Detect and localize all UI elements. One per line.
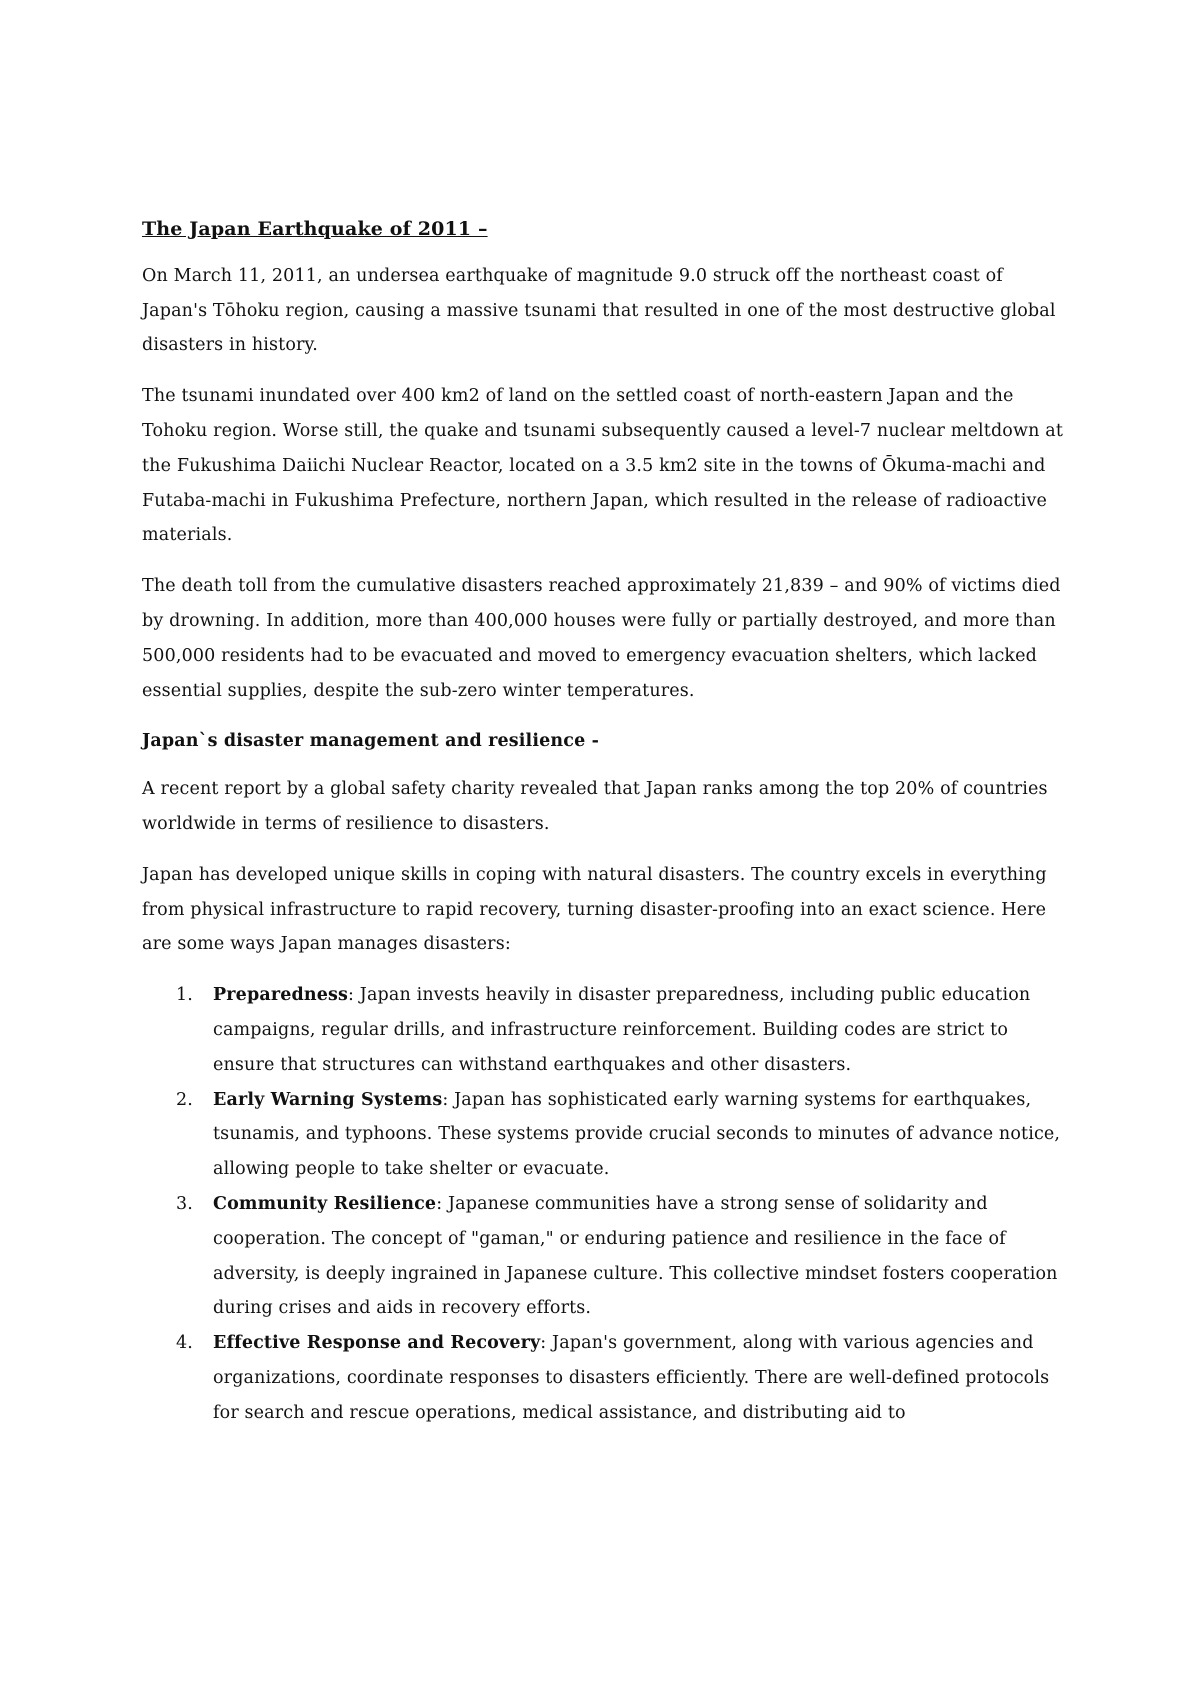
intro-paragraph-1: On March 11, 2011, an undersea earthquake of magnitude 9.0 struck off the northeast coast of Japan's Tōhoku region, causing a massive tsunami that resulted in one of the most destructive global disasters in history.	[142, 265, 1056, 356]
document-page	[142, 212, 1072, 1431]
intro-paragraph-2: The tsunami inundated over 400 km2 of land on the settled coast of north-eastern Japan and the Tohoku region. Worse still, the quake and tsunami subsequently caused a level-7 nuclear meltdown at the Fukushima Daiichi Nuclear Reactor, located on a 3.5 km2 site in the towns of Ōkuma-machi and Futaba-machi in Fukushima Prefecture, northern Japan, which resulted in the release of radioactive materials.	[142, 386, 1064, 546]
list-item-term: Effective Response and Recovery	[213, 1333, 541, 1354]
intro-paragraph-3: The death toll from the cumulative disasters reached approximately 21,839 – and 90% of victims died by drowning. In addition, more than 400,000 houses were fully or partially destroyed, and more than 500,000 residents had to be evacuated and moved to emergency evacuation shelters, which lacked essential supplies, despite the sub-zero winter temperatures.	[142, 576, 1061, 701]
list-item-term: Community Resilience	[213, 1193, 437, 1214]
list-item-text: : Japanese communities have a strong sense of solidarity and cooperation. The concept of "gaman," or enduring patience and resilience in the face of adversity, is deeply ingrained in Japanese culture. This collective mindset fosters cooperation during crises and aids in recovery efforts.	[213, 1193, 1058, 1319]
list-item	[142, 1083, 1072, 1187]
list-item-number: 3.	[176, 1193, 193, 1214]
list-item-text: : Japan has sophisticated early warning systems for earthquakes, tsunamis, and typhoons. These systems provide crucial seconds to minutes of advance notice, allowing people to take shelter or evacuate.	[213, 1089, 1061, 1180]
disaster-management-list	[142, 978, 1072, 1430]
list-item-term: Early Warning Systems	[213, 1089, 443, 1110]
section-heading: Japan`s disaster management and resilience -	[142, 731, 600, 752]
list-item-number: 2.	[176, 1089, 193, 1110]
list-item-text: : Japan invests heavily in disaster preparedness, including public education campaigns, regular drills, and infrastructure reinforcement. Building codes are strict to ensure that structures can withstand earthquakes and other disasters.	[213, 985, 1031, 1075]
list-item-text: : Japan's government, along with various agencies and organizations, coordinate responses to disasters efficiently. There are well-defined protocols for search and rescue operations, medical assistance, and distributing aid to	[213, 1333, 1050, 1423]
list-item-number: 4.	[176, 1333, 193, 1354]
resilience-paragraph-1: A recent report by a global safety charity revealed that Japan ranks among the top 20% of countries worldwide in terms of resilience to disasters.	[142, 779, 1048, 834]
list-item	[142, 1187, 1072, 1326]
list-item-number: 1.	[176, 985, 193, 1006]
list-item-term: Preparedness	[213, 985, 349, 1006]
list-item	[142, 1326, 1072, 1430]
list-item	[142, 978, 1072, 1082]
resilience-paragraph-2: Japan has developed unique skills in coping with natural disasters. The country excels in everything from physical infrastructure to rapid recovery, turning disaster-proofing into an exact science. Here are some ways Japan manages disasters:	[142, 864, 1047, 955]
document-title: The Japan Earthquake of 2011 –	[142, 218, 488, 240]
